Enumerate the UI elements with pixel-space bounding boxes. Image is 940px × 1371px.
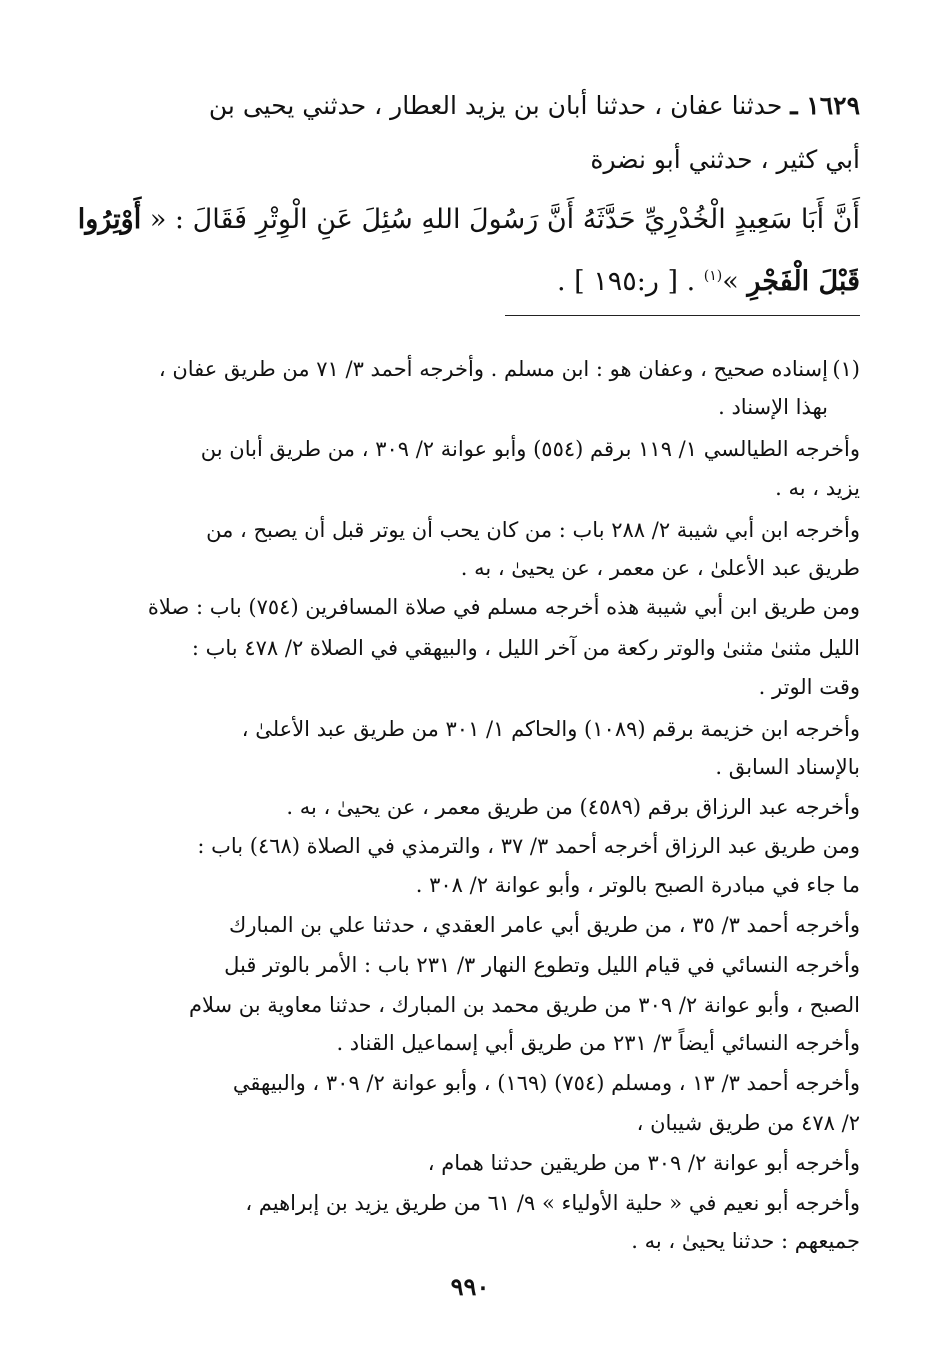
footnote-reference: (١) [703, 268, 723, 284]
footnote-line: الصبح ، وأبو عوانة ٢/ ٣٠٩ من طريق محمد بن المبارك ، حدثنا معاوية بن سلام [188, 993, 860, 1017]
footnote-line: ومن طريق ابن أبي شيبة هذه أخرجه مسلم في صلاة المسافرين (٧٥٤) باب : صلاة [147, 595, 860, 619]
hadith-cross-reference: . [ ر:١٩٥ ] . [556, 266, 696, 297]
footnote-line: وأخرجه أحمد ٣/ ١٣ ، ومسلم (٧٥٤) (١٦٩) ، وأبو عوانة ٢/ ٣٠٩ ، والبيهقي [232, 1071, 860, 1095]
hadith-chain-line-1 [80, 86, 860, 126]
footnote-line: ومن طريق عبد الرزاق أخرجه أحمد ٣/ ٣٧ ، والترمذي في الصلاة (٤٦٨) باب : [197, 834, 860, 858]
footnote-line: جميعهم : حدثنا يحيىٰ ، به . [631, 1229, 860, 1253]
footnote-line: وأخرجه أحمد ٣/ ٣٥ ، من طريق أبي عامر العقدي ، حدثنا علي بن المبارك [229, 913, 860, 937]
footnote-marker: (١) [832, 357, 860, 381]
footnote-line: وأخرجه النسائي أيضاً ٣/ ٢٣١ من طريق أبي إسماعيل القناد . [336, 1031, 860, 1055]
footnote-line: إسناده صحيح ، وعفان هو : ابن مسلم . وأخرجه أحمد ٣/ ٧١ من طريق عفان ، [158, 357, 828, 381]
footnote-line: وأخرجه أبو نعيم في « حلية الأولياء » ٩/ ٦١ من طريق يزيد بن إبراهيم ، [245, 1191, 860, 1215]
hadith-chain-line-2: أبي كثير ، حدثني أبو نضرة [590, 145, 860, 174]
footnote-line: وأخرجه ابن خزيمة برقم (١٠٨٩) والحاكم ١/ ٣٠١ من طريق عبد الأعلىٰ ، [241, 717, 860, 741]
page-number: ٩٩٠ [450, 1272, 490, 1301]
footnote-line: بالإسناد السابق . [715, 755, 860, 779]
hadith-close-quote: » [722, 266, 739, 297]
footnote-line: وأخرجه أبو عوانة ٢/ ٣٠٩ من طريقين حدثنا همام ، [427, 1151, 860, 1175]
hadith-text-line-2 [80, 254, 860, 304]
footnote-line: يزيد ، به . [775, 476, 860, 500]
footnote-separator [505, 315, 860, 316]
footnote-line: وأخرجه عبد الرزاق برقم (٤٥٨٩) من طريق معمر ، عن يحيىٰ ، به . [286, 795, 860, 819]
hadith-quote-start: أَوْتِرُوا [77, 204, 142, 235]
footnote-line: وأخرجه ابن أبي شيبة ٢/ ٢٨٨ باب : من كان يحب أن يوتر قبل أن يصبح ، من [206, 518, 860, 542]
hadith-text-1: أَنَّ أَبَا سَعِيدٍ الْخُدْرِيِّ حَدَّثَهُ أَنَّ رَسُولَ اللهِ سُئِلَ عَنِ الْوِتْرِ فَقَالَ : « [149, 204, 860, 235]
footnote-line: طريق عبد الأعلىٰ ، عن معمر ، عن يحيىٰ ، به . [460, 556, 860, 580]
footnote-line: بهذا الإسناد . [718, 395, 828, 419]
footnote-line: وأخرجه النسائي في قيام الليل وتطوع النهار ٣/ ٢٣١ باب : الأمر بالوتر قبل [224, 953, 860, 977]
hadith-quote-end: قَبْلَ الْفَجْرِ [747, 266, 860, 297]
footnote-line: وأخرجه الطيالسي ١/ ١١٩ برقم (٥٥٤) وأبو عوانة ٢/ ٣٠٩ ، من طريق أبان بن [200, 437, 860, 461]
hadith-chain-text-1: حدثنا عفان ، حدثنا أبان بن يزيد العطار ، حدثني يحيى بن [208, 91, 783, 120]
hadith-number: ١٦٢٩ ـ [790, 91, 860, 120]
footnote-line: ٢/ ٤٧٨ من طريق شيبان ، [636, 1111, 860, 1135]
footnote-line: الليل مثنىٰ مثنىٰ والوتر ركعة من آخر الليل ، والبيهقي في الصلاة ٢/ ٤٧٨ باب : [191, 636, 860, 660]
hadith-text-line-1 [77, 198, 860, 242]
footnote-line: وقت الوتر . [758, 675, 860, 699]
footnote-line: ما جاء في مبادرة الصبح بالوتر ، وأبو عوانة ٢/ ٣٠٨ . [415, 873, 860, 897]
